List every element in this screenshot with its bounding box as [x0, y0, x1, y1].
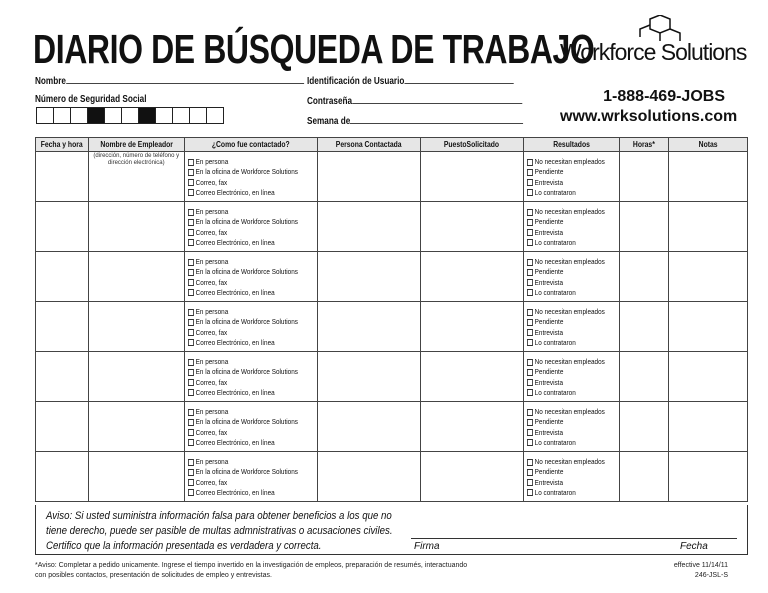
website: www.wrksolutions.com: [560, 108, 738, 125]
column-header: Horas*: [619, 138, 669, 152]
workforce-solutions-logo: Workforce Solutions: [560, 15, 740, 65]
checkbox-icon[interactable]: [527, 459, 533, 466]
checkbox-icon[interactable]: [527, 339, 533, 346]
checkbox-option[interactable]: Pendiente: [527, 317, 605, 327]
checkbox-option[interactable]: Correo Electrónico, en línea: [188, 238, 298, 248]
table-cell[interactable]: [669, 252, 748, 302]
checkbox-option[interactable]: Entrevista: [527, 478, 605, 488]
table-cell[interactable]: [88, 402, 184, 452]
checkbox-option[interactable]: Correo, fax: [188, 228, 298, 238]
table-cell[interactable]: [184, 252, 317, 302]
checkbox-icon[interactable]: [527, 289, 533, 296]
checkbox-icon[interactable]: [527, 429, 533, 436]
checkbox-icon[interactable]: [188, 159, 194, 166]
table-cell[interactable]: [420, 252, 523, 302]
checkbox-icon[interactable]: [527, 279, 533, 286]
checkbox-option[interactable]: Correo Electrónico, en línea: [188, 488, 298, 498]
table-cell[interactable]: [524, 402, 620, 452]
checkbox-icon[interactable]: [527, 389, 533, 396]
checkbox-icon[interactable]: [527, 379, 533, 386]
table-cell[interactable]: [36, 202, 89, 252]
footer-note: *Aviso: Completar a pedido unicamente. Ingrese el tiempo invertido en la investigación de empleos, preparación de resumés, interactuando con posibles contactos, presentación de solicitudes de empleo y entrevistas.: [35, 562, 468, 579]
password-field[interactable]: Contraseña: [307, 95, 583, 107]
table-cell[interactable]: [524, 252, 620, 302]
checkbox-icon[interactable]: [527, 409, 533, 416]
checkbox-icon[interactable]: [188, 259, 194, 266]
checkbox-option[interactable]: Correo Electrónico, en línea: [188, 438, 298, 448]
checkbox-icon[interactable]: [527, 489, 533, 496]
table-cell[interactable]: [184, 402, 317, 452]
table-cell[interactable]: [524, 452, 620, 502]
checkbox-option[interactable]: No necesitan empleados: [527, 307, 605, 317]
table-cell[interactable]: [318, 302, 421, 352]
checkbox-icon[interactable]: [527, 369, 533, 376]
column-header: Fecha y hora: [36, 138, 89, 152]
table-cell[interactable]: [619, 452, 669, 502]
table-cell[interactable]: [184, 302, 317, 352]
table-cell[interactable]: [669, 152, 748, 202]
table-cell[interactable]: [318, 202, 421, 252]
column-header: PuestoSolicitado: [420, 138, 523, 152]
table-cell[interactable]: [318, 352, 421, 402]
checkbox-option[interactable]: En persona: [188, 257, 298, 267]
table-cell[interactable]: [184, 452, 317, 502]
table-cell[interactable]: [420, 302, 523, 352]
checkbox-option[interactable]: Correo Electrónico, en línea: [188, 388, 298, 398]
checkbox-option[interactable]: Lo contrataron: [527, 238, 605, 248]
checkbox-option[interactable]: Correo, fax: [188, 478, 298, 488]
table-cell[interactable]: (dirección, número de teléfono y dirección electrónica): [88, 152, 184, 202]
checkbox-option[interactable]: No necesitan empleados: [527, 257, 605, 267]
table-cell[interactable]: [184, 352, 317, 402]
checkbox-option[interactable]: Pendiente: [527, 167, 605, 177]
checkbox-icon[interactable]: [188, 289, 194, 296]
checkbox-option[interactable]: Correo Electrónico, en línea: [188, 188, 298, 198]
checkbox-icon[interactable]: [527, 359, 533, 366]
checkbox-icon[interactable]: [527, 159, 533, 166]
checkbox-option[interactable]: Entrevista: [527, 228, 605, 238]
checkbox-icon[interactable]: [527, 169, 533, 176]
checkbox-icon[interactable]: [188, 309, 194, 316]
checkbox-option[interactable]: En la oficina de Workforce Solutions: [188, 467, 298, 477]
checkbox-option[interactable]: En persona: [188, 307, 298, 317]
checkbox-option[interactable]: Pendiente: [527, 367, 605, 377]
checkbox-option[interactable]: En la oficina de Workforce Solutions: [188, 367, 298, 377]
table-cell[interactable]: [88, 352, 184, 402]
checkbox-icon[interactable]: [527, 219, 533, 226]
checkbox-option[interactable]: En persona: [188, 207, 298, 217]
checkbox-icon[interactable]: [527, 479, 533, 486]
checkbox-icon[interactable]: [188, 329, 194, 336]
checkbox-option[interactable]: No necesitan empleados: [527, 157, 605, 167]
table-cell[interactable]: [524, 202, 620, 252]
table-cell[interactable]: [318, 252, 421, 302]
form-info: effective 11/14/11 246-JSL-S: [673, 562, 728, 579]
column-header: Persona Contactada: [318, 138, 421, 152]
checkbox-option[interactable]: Lo contrataron: [527, 188, 605, 198]
table-cell[interactable]: [669, 402, 748, 452]
checkbox-icon[interactable]: [527, 179, 533, 186]
signature-label: Firma: [414, 541, 440, 552]
checkbox-icon[interactable]: [188, 189, 194, 196]
table-cell[interactable]: [420, 202, 523, 252]
table-cell[interactable]: [184, 202, 317, 252]
checkbox-icon[interactable]: [188, 489, 194, 496]
checkbox-icon[interactable]: [188, 239, 194, 246]
checkbox-option[interactable]: En persona: [188, 457, 298, 467]
checkbox-option[interactable]: Correo, fax: [188, 428, 298, 438]
checkbox-icon[interactable]: [527, 439, 533, 446]
signature-line[interactable]: [411, 538, 737, 539]
job-search-log-table: [35, 137, 748, 502]
checkbox-icon[interactable]: [527, 319, 533, 326]
table-cell[interactable]: [88, 302, 184, 352]
checkbox-icon[interactable]: [188, 169, 194, 176]
table-cell[interactable]: [524, 302, 620, 352]
checkbox-option[interactable]: Pendiente: [527, 467, 605, 477]
checkbox-icon[interactable]: [188, 389, 194, 396]
table-cell[interactable]: [524, 152, 620, 202]
checkbox-option[interactable]: Lo contrataron: [527, 438, 605, 448]
checkbox-option[interactable]: No necesitan empleados: [527, 457, 605, 467]
table-cell[interactable]: [36, 152, 89, 202]
checkbox-icon[interactable]: [188, 479, 194, 486]
table-cell[interactable]: [184, 152, 317, 202]
checkbox-option[interactable]: Entrevista: [527, 328, 605, 338]
name-field[interactable]: Nombre: [35, 75, 380, 87]
checkbox-option[interactable]: Correo, fax: [188, 328, 298, 338]
table-cell[interactable]: [318, 152, 421, 202]
table-row: [36, 302, 748, 352]
ssn-label: Número de Seguridad Social: [35, 93, 147, 105]
checkbox-option[interactable]: En persona: [188, 157, 298, 167]
table-cell[interactable]: [36, 252, 89, 302]
checkbox-icon[interactable]: [188, 269, 194, 276]
ssn-input-boxes[interactable]: [36, 107, 224, 124]
checkbox-icon[interactable]: [188, 469, 194, 476]
table-cell[interactable]: [420, 452, 523, 502]
table-cell[interactable]: [524, 352, 620, 402]
checkbox-option[interactable]: No necesitan empleados: [527, 207, 605, 217]
column-header: ¿Como fue contactado?: [184, 138, 317, 152]
table-cell[interactable]: [669, 352, 748, 402]
table-cell[interactable]: [619, 202, 669, 252]
checkbox-option[interactable]: Lo contrataron: [527, 388, 605, 398]
checkbox-option[interactable]: Correo Electrónico, en línea: [188, 338, 298, 348]
checkbox-icon[interactable]: [527, 259, 533, 266]
checkbox-option[interactable]: Lo contrataron: [527, 338, 605, 348]
checkbox-icon[interactable]: [188, 319, 194, 326]
table-cell[interactable]: [318, 452, 421, 502]
checkbox-icon[interactable]: [188, 439, 194, 446]
table-row: [36, 252, 748, 302]
checkbox-option[interactable]: Lo contrataron: [527, 288, 605, 298]
checkbox-option[interactable]: Entrevista: [527, 428, 605, 438]
checkbox-icon[interactable]: [188, 419, 194, 426]
checkbox-icon[interactable]: [188, 179, 194, 186]
table-cell[interactable]: [36, 302, 89, 352]
checkbox-option[interactable]: Pendiente: [527, 217, 605, 227]
checkbox-icon[interactable]: [188, 279, 194, 286]
checkbox-option[interactable]: En la oficina de Workforce Solutions: [188, 217, 298, 227]
checkbox-option[interactable]: Correo, fax: [188, 178, 298, 188]
table-row: [36, 452, 748, 502]
checkbox-option[interactable]: No necesitan empleados: [527, 407, 605, 417]
checkbox-option[interactable]: En la oficina de Workforce Solutions: [188, 317, 298, 327]
table-cell[interactable]: [420, 352, 523, 402]
checkbox-icon[interactable]: [188, 209, 194, 216]
table-cell[interactable]: [619, 352, 669, 402]
checkbox-icon[interactable]: [527, 269, 533, 276]
checkbox-option[interactable]: Correo, fax: [188, 378, 298, 388]
checkbox-icon[interactable]: [188, 339, 194, 346]
table-row: [36, 352, 748, 402]
notice-box: [35, 505, 748, 555]
user-id-field[interactable]: Identificación de Usuario: [307, 75, 572, 87]
table-cell[interactable]: [88, 252, 184, 302]
table-cell[interactable]: [420, 402, 523, 452]
table-cell[interactable]: [88, 202, 184, 252]
table-cell[interactable]: [36, 352, 89, 402]
checkbox-icon[interactable]: [188, 409, 194, 416]
checkbox-icon[interactable]: [527, 229, 533, 236]
checkbox-icon[interactable]: [527, 189, 533, 196]
table-cell[interactable]: [36, 452, 89, 502]
table-cell[interactable]: [619, 152, 669, 202]
checkbox-icon[interactable]: [527, 469, 533, 476]
table-cell[interactable]: [669, 452, 748, 502]
checkbox-option[interactable]: Pendiente: [527, 417, 605, 427]
checkbox-option[interactable]: Entrevista: [527, 378, 605, 388]
checkbox-option[interactable]: Lo contrataron: [527, 488, 605, 498]
checkbox-option[interactable]: Pendiente: [527, 267, 605, 277]
table-cell[interactable]: [420, 152, 523, 202]
table-cell[interactable]: [669, 202, 748, 252]
checkbox-option[interactable]: En persona: [188, 407, 298, 417]
checkbox-icon[interactable]: [188, 379, 194, 386]
checkbox-option[interactable]: Entrevista: [527, 178, 605, 188]
table-cell[interactable]: [619, 402, 669, 452]
column-header: Notas: [669, 138, 748, 152]
table-cell[interactable]: [619, 252, 669, 302]
checkbox-option[interactable]: Correo, fax: [188, 278, 298, 288]
checkbox-icon[interactable]: [188, 219, 194, 226]
checkbox-option[interactable]: Entrevista: [527, 278, 605, 288]
table-cell[interactable]: [36, 402, 89, 452]
checkbox-icon[interactable]: [188, 459, 194, 466]
table-row: [36, 402, 748, 452]
table-cell[interactable]: [619, 302, 669, 352]
checkbox-icon[interactable]: [527, 209, 533, 216]
checkbox-option[interactable]: En persona: [188, 357, 298, 367]
checkbox-icon[interactable]: [527, 329, 533, 336]
checkbox-icon[interactable]: [188, 359, 194, 366]
phone-number: 1-888-469-JOBS: [603, 88, 725, 105]
checkbox-option[interactable]: En la oficina de Workforce Solutions: [188, 167, 298, 177]
table-cell[interactable]: [318, 402, 421, 452]
table-cell[interactable]: [669, 302, 748, 352]
checkbox-option[interactable]: En la oficina de Workforce Solutions: [188, 267, 298, 277]
checkbox-icon[interactable]: [527, 309, 533, 316]
table-cell[interactable]: [88, 452, 184, 502]
checkbox-icon[interactable]: [188, 229, 194, 236]
checkbox-option[interactable]: Correo Electrónico, en línea: [188, 288, 298, 298]
week-field[interactable]: Semana de: [307, 115, 584, 127]
notice-text: Aviso: Si usted suministra información falsa para obtener beneficios a los que no tiene derecho, puede ser pasible de multas admnistrativas o acusaciones civiles. Certifico que la información presentada es verdadera y correcta.: [46, 510, 393, 552]
checkbox-option[interactable]: No necesitan empleados: [527, 357, 605, 367]
date-label: Fecha: [680, 541, 708, 552]
column-header: Resultados: [524, 138, 620, 152]
checkbox-icon[interactable]: [527, 419, 533, 426]
checkbox-option[interactable]: En la oficina de Workforce Solutions: [188, 417, 298, 427]
page-title: DIARIO DE BÚSQUEDA DE TRABAJO: [33, 26, 595, 72]
table-row: [36, 152, 748, 202]
table-row: [36, 202, 748, 252]
checkbox-icon[interactable]: [527, 239, 533, 246]
checkbox-icon[interactable]: [188, 369, 194, 376]
column-header: Nombre de Empleador: [88, 138, 184, 152]
checkbox-icon[interactable]: [188, 429, 194, 436]
